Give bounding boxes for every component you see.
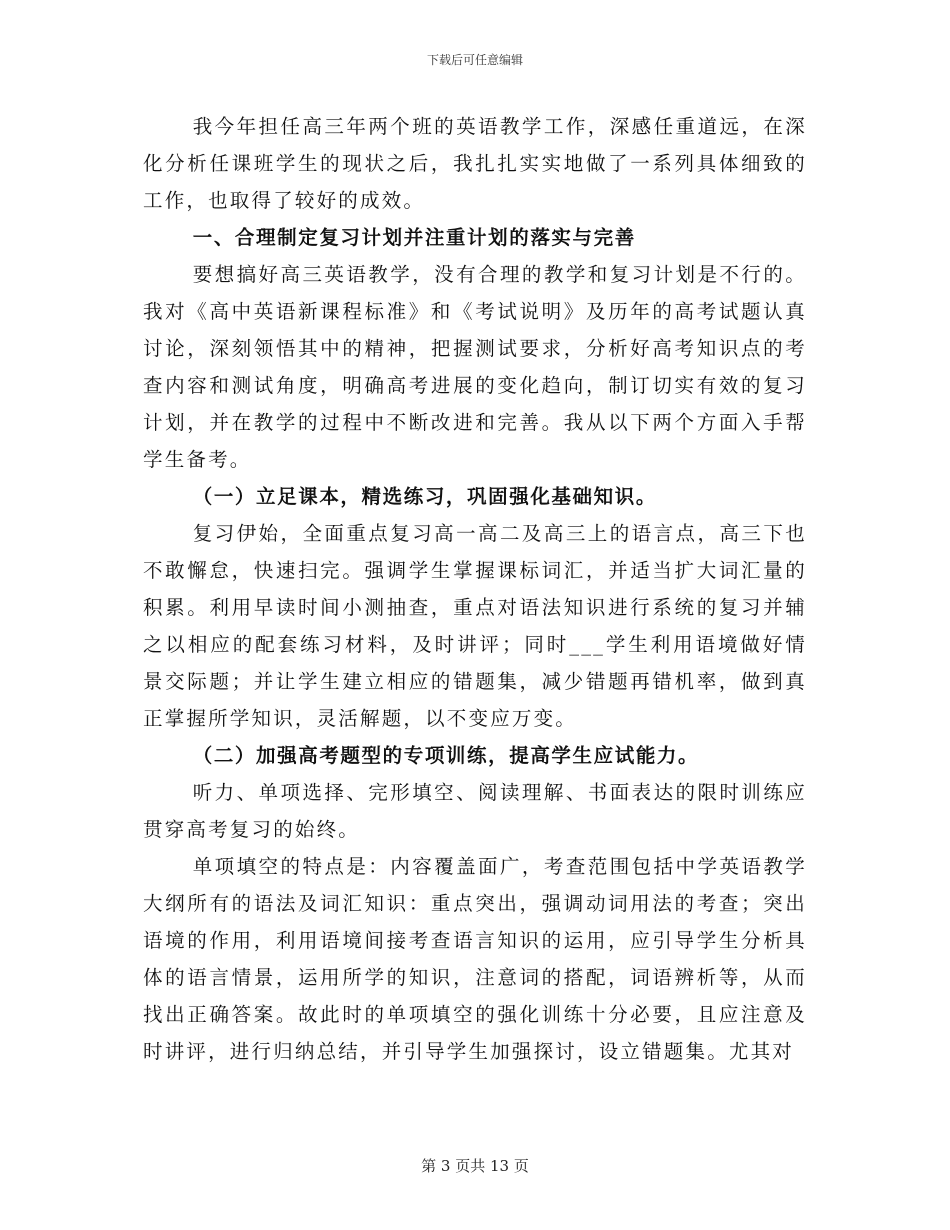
intro-paragraph: 我今年担任高三年两个班的英语教学工作，深感任重道远，在深化分析任课班学生的现状之后，我扎扎实实地做了一系列具体细致的工作，也取得了较好的成效。 <box>143 115 807 212</box>
subsection-heading-1: （一）立足课本，精选练习，巩固强化基础知识。 <box>192 485 657 508</box>
body-paragraph: 要想搞好高三英语教学，没有合理的教学和复习计划是不行的。我对《高中英语新课程标准》和《考试说明》及历年的高考试题认真讨论，深刻领悟其中的精神，把握测试要求，分析好高考知识点的考查内容和测试角度，明确高考进展的变化趋向，制订切实有效的复习计划，并在教学的过程中不断改进和完善。我从以下两个方面入手帮学生备考。 <box>143 263 807 471</box>
body-paragraph: 复习伊始，全面重点复习高一高二及高三上的语言点，高三下也不敢懈怠，快速扫完。强调学生掌握课标词汇，并适当扩大词汇量的积累。利用早读时间小测抽查，重点对语法知识进行系统的复习并辅之以相应的配套练习材料，及时讲评；同时___学生利用语境做好情景交际题；并让学生建立相应的错题集，减少错题再错机率，做到真正掌握所学知识，灵活解题，以不变应万变。 <box>143 522 807 730</box>
page-number: 第 3 页共 13 页 <box>421 1157 529 1175</box>
section-heading-1: 一、合理制定复习计划并注重计划的落实与完善 <box>192 226 636 249</box>
body-paragraph: 听力、单项选择、完形填空、阅读理解、书面表达的限时训练应贯穿高考复习的始终。 <box>143 781 807 841</box>
body-paragraph: 单项填空的特点是：内容覆盖面广，考查范围包括中学英语教学大纲所有的语法及词汇知识：重点突出，强调动词用法的考查；突出语境的作用，利用语境间接考查语言知识的运用，应引导学生分析具体的语言情景，运用所学的知识，注意词的搭配，词语辨析等，从而找出正确答案。故此时的单项填空的强化训练十分必要，且应注意及时讲评，进行归纳总结，并引导学生加强探讨，设立错题集。尤其对 <box>143 855 807 1063</box>
subsection-heading-2: （二）加强高考题型的专项训练，提高学生应试能力。 <box>192 744 700 767</box>
page-header: 下载后可任意编辑 <box>426 53 523 67</box>
document-body <box>143 108 807 1070</box>
